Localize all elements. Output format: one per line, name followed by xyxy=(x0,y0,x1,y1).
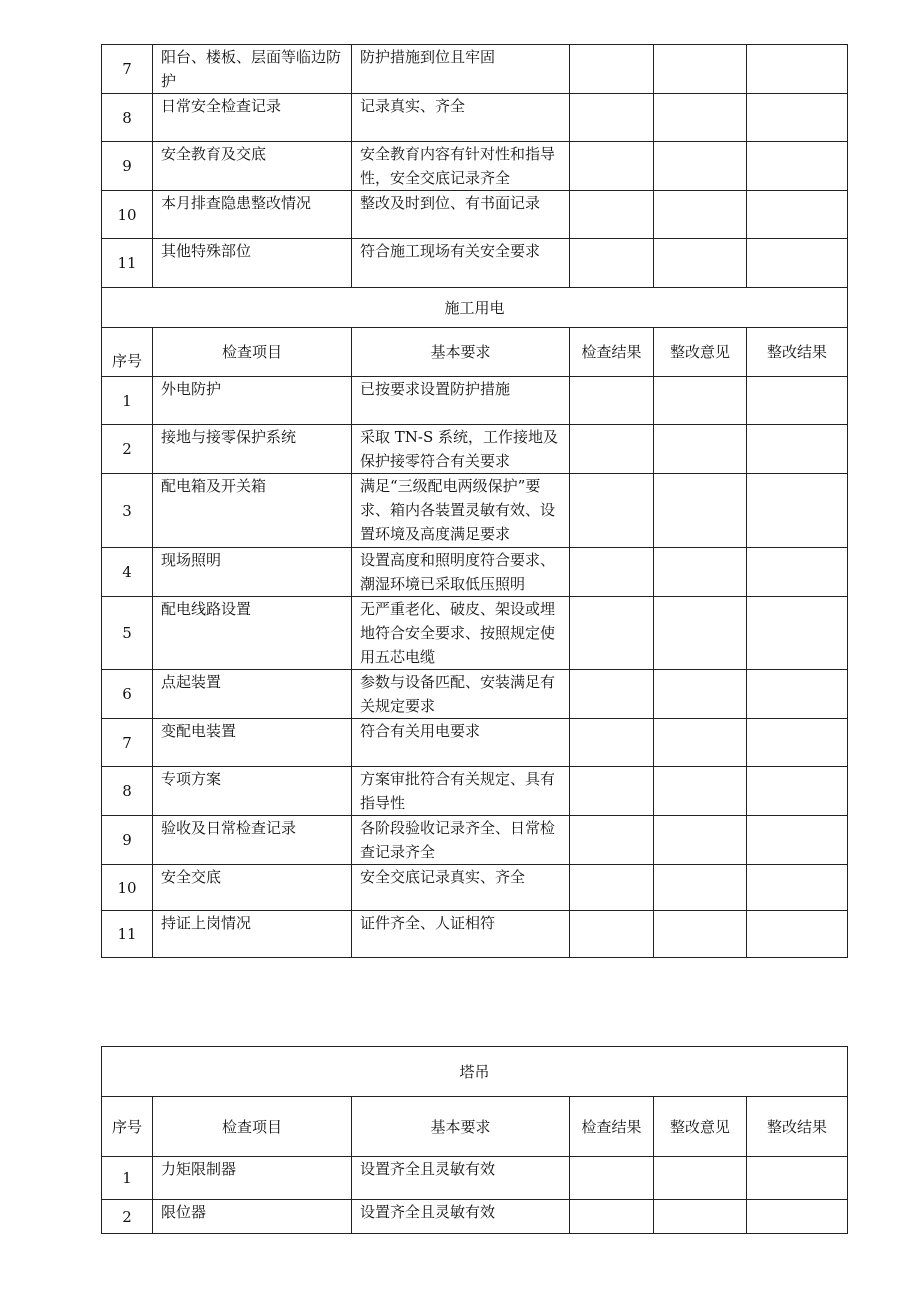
row-number: 7 xyxy=(102,45,153,94)
fix-result-cell[interactable] xyxy=(747,911,848,958)
fix-result-cell[interactable] xyxy=(747,719,848,767)
requirement: 符合施工现场有关安全要求 xyxy=(352,239,570,288)
requirement: 各阶段验收记录齐全、日常检查记录齐全 xyxy=(352,816,570,865)
row-number: 8 xyxy=(102,767,153,816)
fix-result-cell[interactable] xyxy=(747,45,848,94)
check-item: 本月排查隐患整改情况 xyxy=(153,191,352,239)
header-result: 检查结果 xyxy=(570,328,654,377)
table-row xyxy=(102,425,848,474)
result-cell[interactable] xyxy=(570,597,654,670)
fix-result-cell[interactable] xyxy=(747,865,848,911)
table-row xyxy=(102,597,848,670)
requirement: 设置齐全且灵敏有效 xyxy=(352,1157,570,1200)
section-row xyxy=(102,288,848,328)
row-number: 9 xyxy=(102,142,153,191)
check-item: 限位器 xyxy=(153,1200,352,1234)
opinion-cell[interactable] xyxy=(654,94,747,142)
section-row xyxy=(102,1047,848,1097)
table-row xyxy=(102,1200,848,1234)
opinion-cell[interactable] xyxy=(654,816,747,865)
requirement: 整改及时到位、有书面记录 xyxy=(352,191,570,239)
fix-result-cell[interactable] xyxy=(747,767,848,816)
table-row xyxy=(102,377,848,425)
row-number: 11 xyxy=(102,911,153,958)
requirement: 设置高度和照明度符合要求、潮湿环境已采取低压照明 xyxy=(352,548,570,597)
opinion-cell[interactable] xyxy=(654,865,747,911)
inspection-table-crane xyxy=(101,1046,848,1234)
result-cell[interactable] xyxy=(570,548,654,597)
row-number: 4 xyxy=(102,548,153,597)
check-item: 配电线路设置 xyxy=(153,597,352,670)
check-item: 其他特殊部位 xyxy=(153,239,352,288)
table-row xyxy=(102,719,848,767)
row-number: 6 xyxy=(102,670,153,719)
opinion-cell[interactable] xyxy=(654,239,747,288)
fix-result-cell[interactable] xyxy=(747,239,848,288)
check-item: 现场照明 xyxy=(153,548,352,597)
result-cell[interactable] xyxy=(570,45,654,94)
requirement: 已按要求设置防护措施 xyxy=(352,377,570,425)
opinion-cell[interactable] xyxy=(654,191,747,239)
requirement: 符合有关用电要求 xyxy=(352,719,570,767)
check-item: 阳台、楼板、层面等临边防护 xyxy=(153,45,352,94)
result-cell[interactable] xyxy=(570,474,654,548)
result-cell[interactable] xyxy=(570,94,654,142)
requirement: 方案审批符合有关规定、具有指导性 xyxy=(352,767,570,816)
check-item: 安全教育及交底 xyxy=(153,142,352,191)
opinion-cell[interactable] xyxy=(654,142,747,191)
header-opinion: 整改意见 xyxy=(654,328,747,377)
check-item: 变配电装置 xyxy=(153,719,352,767)
fix-result-cell[interactable] xyxy=(747,191,848,239)
fix-result-cell[interactable] xyxy=(747,1157,848,1200)
fix-result-cell[interactable] xyxy=(747,670,848,719)
section-title-crane: 塔吊 xyxy=(102,1047,848,1097)
fix-result-cell[interactable] xyxy=(747,377,848,425)
requirement: 参数与设备匹配、安装满足有关规定要求 xyxy=(352,670,570,719)
fix-result-cell[interactable] xyxy=(747,94,848,142)
requirement: 设置齐全且灵敏有效 xyxy=(352,1200,570,1234)
fix-result-cell[interactable] xyxy=(747,597,848,670)
header-result: 检查结果 xyxy=(570,1097,654,1157)
requirement: 无严重老化、破皮、架设或埋地符合安全要求、按照规定使用五芯电缆 xyxy=(352,597,570,670)
opinion-cell[interactable] xyxy=(654,1200,747,1234)
result-cell[interactable] xyxy=(570,719,654,767)
requirement: 证件齐全、人证相符 xyxy=(352,911,570,958)
opinion-cell[interactable] xyxy=(654,45,747,94)
header-no: 序号 xyxy=(102,328,153,377)
row-number: 5 xyxy=(102,597,153,670)
opinion-cell[interactable] xyxy=(654,548,747,597)
row-number: 11 xyxy=(102,239,153,288)
row-number: 9 xyxy=(102,816,153,865)
header-row xyxy=(102,1097,848,1157)
result-cell[interactable] xyxy=(570,1157,654,1200)
check-item: 日常安全检查记录 xyxy=(153,94,352,142)
opinion-cell[interactable] xyxy=(654,670,747,719)
table-row xyxy=(102,474,848,548)
row-number: 1 xyxy=(102,377,153,425)
result-cell[interactable] xyxy=(570,816,654,865)
opinion-cell[interactable] xyxy=(654,911,747,958)
row-number: 1 xyxy=(102,1157,153,1200)
result-cell[interactable] xyxy=(570,767,654,816)
header-requirement: 基本要求 xyxy=(352,328,570,377)
header-requirement: 基本要求 xyxy=(352,1097,570,1157)
opinion-cell[interactable] xyxy=(654,719,747,767)
table-row xyxy=(102,1157,848,1200)
requirement: 满足“三级配电两级保护”要求、箱内各装置灵敏有效、设置环境及高度满足要求 xyxy=(352,474,570,548)
table-row xyxy=(102,142,848,191)
check-item: 力矩限制器 xyxy=(153,1157,352,1200)
table-row xyxy=(102,45,848,94)
opinion-cell[interactable] xyxy=(654,474,747,548)
requirement: 安全交底记录真实、齐全 xyxy=(352,865,570,911)
check-item: 接地与接零保护系统 xyxy=(153,425,352,474)
opinion-cell[interactable] xyxy=(654,767,747,816)
result-cell[interactable] xyxy=(570,377,654,425)
result-cell[interactable] xyxy=(570,670,654,719)
table-row xyxy=(102,865,848,911)
opinion-cell[interactable] xyxy=(654,425,747,474)
row-number: 8 xyxy=(102,94,153,142)
result-cell[interactable] xyxy=(570,911,654,958)
fix-result-cell[interactable] xyxy=(747,548,848,597)
fix-result-cell[interactable] xyxy=(747,1200,848,1234)
table-row xyxy=(102,239,848,288)
check-item: 持证上岗情况 xyxy=(153,911,352,958)
result-cell[interactable] xyxy=(570,865,654,911)
row-number: 2 xyxy=(102,1200,153,1234)
fix-result-cell[interactable] xyxy=(747,425,848,474)
table-row xyxy=(102,548,848,597)
inspection-table-top xyxy=(101,44,848,958)
check-item: 专项方案 xyxy=(153,767,352,816)
table-row xyxy=(102,816,848,865)
requirement: 防护措施到位且牢固 xyxy=(352,45,570,94)
table-row xyxy=(102,191,848,239)
requirement: 采取 TN-S 系统，工作接地及保护接零符合有关要求 xyxy=(352,425,570,474)
requirement: 安全教育内容有针对性和指导性，安全交底记录齐全 xyxy=(352,142,570,191)
header-fix-result: 整改结果 xyxy=(747,1097,848,1157)
header-item: 检查项目 xyxy=(153,328,352,377)
row-number: 2 xyxy=(102,425,153,474)
opinion-cell[interactable] xyxy=(654,1157,747,1200)
header-row xyxy=(102,328,848,377)
header-opinion: 整改意见 xyxy=(654,1097,747,1157)
check-item: 安全交底 xyxy=(153,865,352,911)
row-number: 3 xyxy=(102,474,153,548)
requirement: 记录真实、齐全 xyxy=(352,94,570,142)
opinion-cell[interactable] xyxy=(654,597,747,670)
row-number: 10 xyxy=(102,865,153,911)
result-cell[interactable] xyxy=(570,1200,654,1234)
fix-result-cell[interactable] xyxy=(747,474,848,548)
header-no: 序号 xyxy=(102,1097,153,1157)
opinion-cell[interactable] xyxy=(654,377,747,425)
header-item: 检查项目 xyxy=(153,1097,352,1157)
row-number: 7 xyxy=(102,719,153,767)
result-cell[interactable] xyxy=(570,239,654,288)
check-item: 点起装置 xyxy=(153,670,352,719)
header-fix-result: 整改结果 xyxy=(747,328,848,377)
table-row xyxy=(102,911,848,958)
row-number: 10 xyxy=(102,191,153,239)
fix-result-cell[interactable] xyxy=(747,816,848,865)
result-cell[interactable] xyxy=(570,425,654,474)
result-cell[interactable] xyxy=(570,142,654,191)
fix-result-cell[interactable] xyxy=(747,142,848,191)
table-row xyxy=(102,670,848,719)
check-item: 配电箱及开关箱 xyxy=(153,474,352,548)
result-cell[interactable] xyxy=(570,191,654,239)
check-item: 验收及日常检查记录 xyxy=(153,816,352,865)
check-item: 外电防护 xyxy=(153,377,352,425)
section-title-electric: 施工用电 xyxy=(102,288,848,328)
table-row xyxy=(102,767,848,816)
table-row xyxy=(102,94,848,142)
